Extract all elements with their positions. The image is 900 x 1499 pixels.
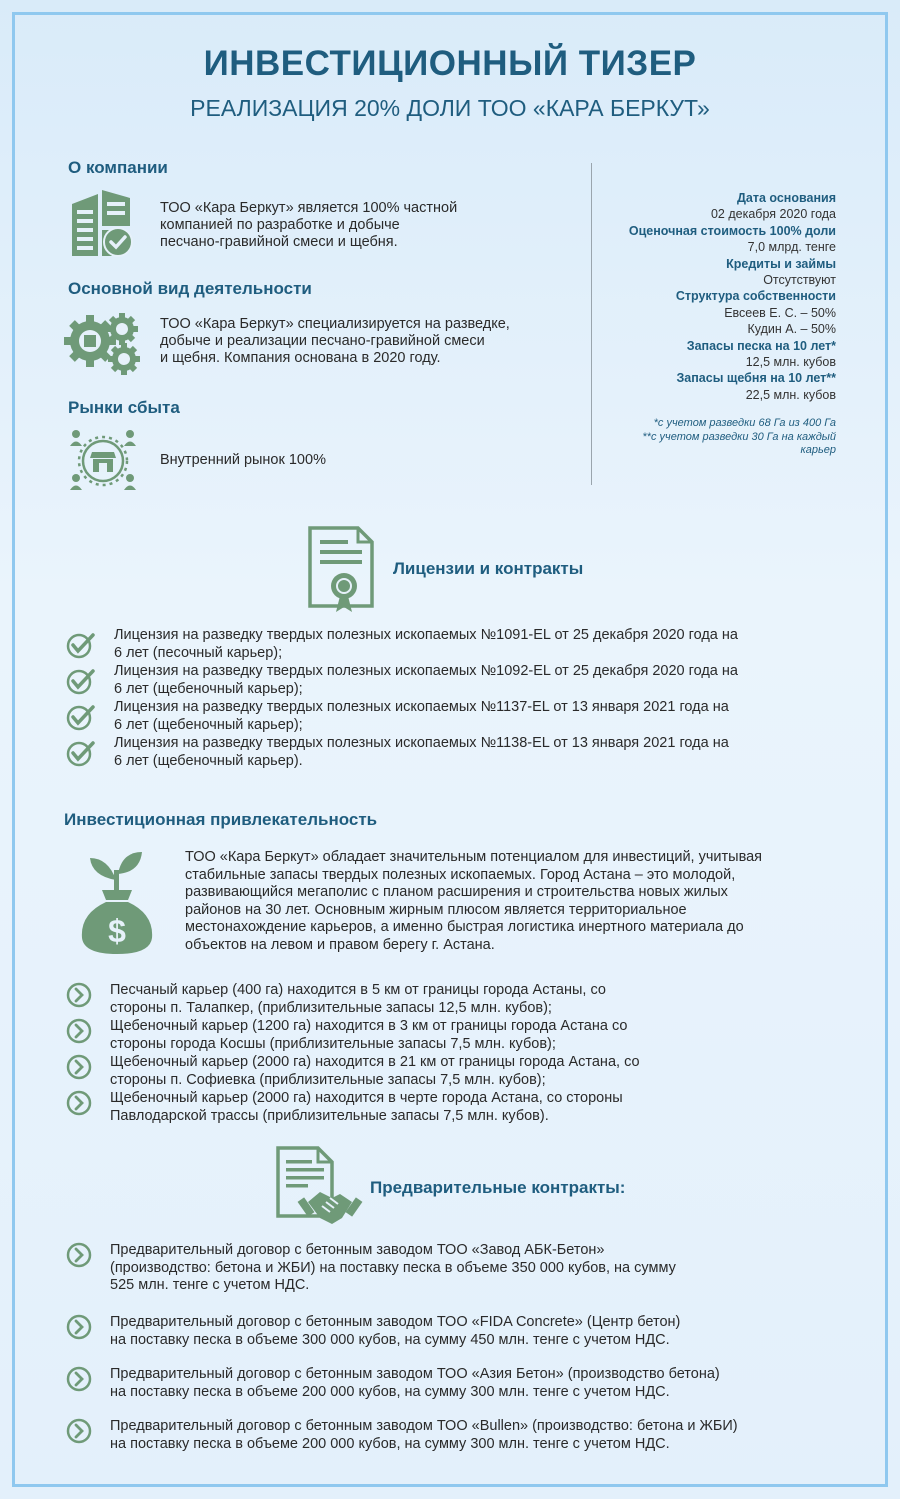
contract-line: (производство: бетона и ЖБИ) на поставку песка в объеме 350 000 кубов, на сумму [110,1259,676,1276]
note-line: **с учетом разведки 30 Га на каждый [642,430,836,443]
fact-value: 7,0 млрд. тенге [747,240,836,255]
activity-line: и щебня. Компания основана в 2020 году. [160,350,441,366]
about-line: ТОО «Кара Беркут» является 100% частной [160,200,458,216]
fact-value: 02 декабря 2020 года [710,207,836,222]
attractiveness-line: объектов на левом и правом берегу г. Астана. [185,936,495,953]
quarry-line: Щебеночный карьер (2000 га) находится в 21 км от границы города Астана, со [110,1054,640,1070]
quarry-line: Щебеночный карьер (1200 га) находится в 3 км от границы города Астана со [110,1018,628,1034]
contract-line: Предварительный договор с бетонным заводом ТОО «Bullen» (производство: бетона и ЖБИ) [110,1418,738,1434]
fact-value: Отсутствуют [763,273,836,288]
contract-line: на поставку песка в объеме 300 000 кубов, на сумму 450 млн. тенге с учетом НДС. [110,1331,670,1348]
chevron-circle-icon [66,1418,92,1449]
chevron-circle-icon [66,1054,92,1085]
contract-line: Предварительный договор с бетонным заводом ТОО «Завод АБК-Бетон» [110,1242,605,1258]
license-line: Лицензия на разведку твердых полезных ископаемых №1092-EL от 25 декабря 2020 года на [114,663,738,679]
chevron-circle-icon [66,1018,92,1049]
chevron-circle-icon [66,1314,92,1345]
note-line: карьер [800,444,836,456]
note-line: *с учетом разведки 68 Га из 400 Га [653,417,836,429]
contract-line: 525 млн. тенге с учетом НДС. [110,1277,310,1293]
page-subtitle: РЕАЛИЗАЦИЯ 20% ДОЛИ ТОО «КАРА БЕРКУТ» [190,95,710,121]
quarry-line: Павлодарской трассы (приблизительные запасы 7,5 млн. кубов). [110,1107,549,1124]
fact-value: Кудин А. – 50% [747,322,836,337]
vertical-divider [591,163,592,485]
activity-text [160,316,510,367]
fact-value: 22,5 млн. кубов [745,387,836,402]
quarry-line: стороны п. Талапкер, (приблизительные запасы 12,5 млн. кубов); [110,999,552,1016]
quarry-line: Песчаный карьер (400 га) находится в 5 км от границы города Астаны, со [110,982,606,998]
gears-icon [64,311,144,377]
contract-line: Предварительный договор с бетонным заводом ТОО «Азия Бетон» (производство бетона) [110,1366,720,1382]
activity-line: добыче и реализации песчано-гравийной смеси [160,333,485,349]
license-line: 6 лет (щебеночный карьер). [114,752,303,769]
activity-heading: Основной вид деятельности [68,279,312,298]
about-line: компанией по разработке и добыче [160,217,400,233]
license-line: 6 лет (щебеночный карьер); [114,680,303,697]
check-circle-icon [66,739,96,774]
check-circle-icon [66,667,96,702]
building-check-icon [68,186,134,258]
quarry-line: стороны п. Софиевка (приблизительные запасы 7,5 млн. кубов); [110,1071,546,1088]
attractiveness-line: районов на 30 лет. Основным жирным плюсом является территориальное [185,901,687,918]
chevron-circle-icon [66,1366,92,1397]
fact-label: Оценочная стоимость 100% доли [628,223,836,238]
markets-heading: Рынки сбыта [68,398,180,417]
about-heading: О компании [68,158,168,177]
fact-label: Структура собственности [675,289,836,304]
check-circle-icon [66,631,96,666]
facts-notes [642,417,836,458]
fact-label: Кредиты и займы [726,256,836,271]
about-line: песчано-гравийной смеси и щебня. [160,234,398,250]
fact-value: 12,5 млн. кубов [745,355,836,370]
market-network-icon [68,428,138,494]
licenses-heading: Лицензии и контракты [393,559,584,578]
money-bag-sprout-icon [78,850,156,956]
fact-label: Запасы песка на 10 лет* [686,338,836,353]
license-line: Лицензия на разведку твердых полезных ископаемых №1137-EL от 13 января 2021 года на [114,699,729,715]
fact-label: Дата основания [736,191,836,205]
license-line: Лицензия на разведку твердых полезных ископаемых №1091-EL от 25 декабря 2020 года на [114,627,738,643]
quarry-line: Щебеночный карьер (2000 га) находится в черте города Астана, со стороны [110,1090,623,1106]
fact-value: Евсеев Е. С. – 50% [724,305,836,320]
attractiveness-heading: Инвестиционная привлекательность [64,810,378,829]
check-circle-icon [66,703,96,738]
chevron-circle-icon [66,1242,92,1273]
markets-text: Внутренний рынок 100% [160,452,326,468]
page-title: ИНВЕСТИЦИОННЫЙ ТИЗЕР [203,44,697,83]
contract-line: Предварительный договор с бетонным заводом ТОО «FIDA Concrete» (Центр бетон) [110,1314,681,1330]
contracts-heading: Предварительные контракты: [370,1178,626,1197]
attractiveness-line: ТОО «Кара Беркут» обладает значительным потенциалом для инвестиций, учитывая [185,849,763,865]
chevron-circle-icon [66,1090,92,1121]
attractiveness-line: развивающийся мегаполис с планом расширения и строительства новых жилых [185,884,728,900]
attractiveness-text [185,849,762,954]
handshake-document-icon [274,1146,364,1228]
fact-label: Запасы щебня на 10 лет** [676,371,836,386]
svg-text:$: $ [108,913,126,949]
activity-line: ТОО «Кара Беркут» специализируется на разведке, [160,316,510,332]
about-text [160,200,457,251]
license-line: 6 лет (щебеночный карьер); [114,716,303,733]
license-line: 6 лет (песочный карьер); [114,644,283,661]
chevron-circle-icon [66,982,92,1013]
company-facts [629,190,836,403]
contract-line: на поставку песка в объеме 200 000 кубов, на сумму 300 млн. тенге с учетом НДС. [110,1383,670,1400]
license-line: Лицензия на разведку твердых полезных ископаемых №1138-EL от 13 января 2021 года на [114,735,729,751]
attractiveness-line: стабильные запасы твердых полезных ископаемых. Город Астана – это молодой, [185,866,736,883]
certificate-icon [306,526,376,614]
quarry-line: стороны города Косшы (приблизительные запасы 7,5 млн. кубов); [110,1035,556,1052]
attractiveness-line: местонахождение карьеров, а именно быстрая логистика инертного материала до [185,919,744,935]
contract-line: на поставку песка в объеме 200 000 кубов, на сумму 300 млн. тенге с учетом НДС. [110,1435,670,1452]
